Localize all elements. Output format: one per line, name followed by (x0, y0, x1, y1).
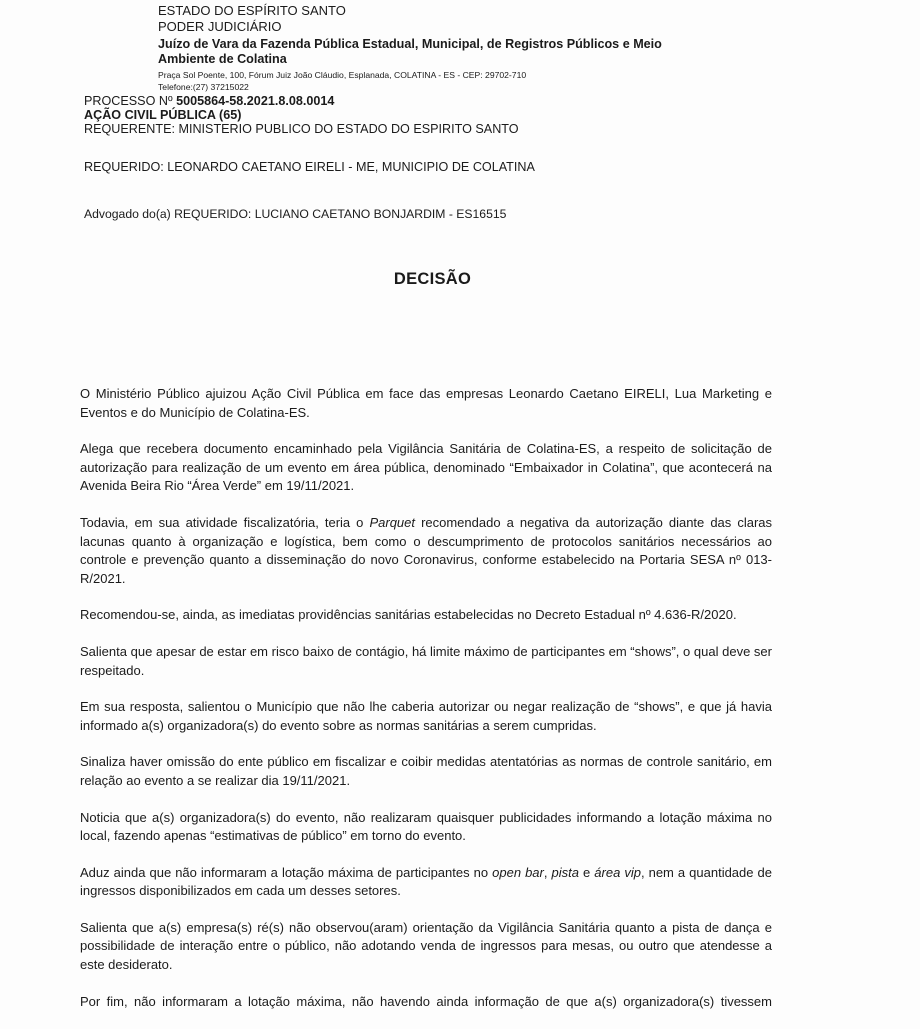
paragraph-9-sep-2: e (578, 864, 595, 880)
court-name-line-2: Ambiente de Colatina (158, 52, 287, 66)
decision-body (80, 385, 772, 1029)
defendant: REQUERIDO: LEONARDO CAETANO EIRELI - ME, MUNICIPIO DE COLATINA (84, 160, 535, 174)
decision-title: DECISÃO (393, 270, 472, 288)
paragraph-7: Sinaliza haver omissão do ente público em fiscalizar e coibir medidas atentatórias as normas de controle sanitário, em relação ao evento a se realizar dia 19/11/2021. (80, 754, 772, 788)
paragraph-11: Por fim, não informaram a lotação máxima, não havendo ainda informação de que a(s) organizadora(s) tivessem (80, 993, 772, 1009)
document-header (158, 3, 858, 93)
process-label: PROCESSO Nº (84, 94, 177, 108)
paragraph-4: Recomendou-se, ainda, as imediatas providências sanitárias estabelecidas no Decreto Estadual nº 4.636-R/2020. (80, 607, 737, 623)
paragraph-9 (80, 864, 772, 901)
paragraph-3 (80, 514, 772, 588)
process-number: 5005864-58.2021.8.08.0014 (176, 94, 335, 108)
court-name (158, 37, 858, 67)
case-info (84, 94, 864, 136)
lawyer: Advogado do(a) REQUERIDO: LUCIANO CAETANO BONJARDIM - ES16515 (84, 207, 507, 221)
paragraph-9-text-b: , nem a quantidade de ingressos disponibilizados em cada um desses setores. (80, 864, 772, 899)
process-line (84, 94, 864, 108)
action-type: AÇÃO CIVIL PÚBLICA (65) (84, 108, 242, 122)
paragraph-10: Salienta que a(s) empresa(s) ré(s) não observou(aram) orientação da Vigilância Sanitária quanto a pista de dança e possibilidade de interação entre o público, não adotando venda de ingressos para mesas, ou outro que atendesse a este desiderato. (80, 919, 772, 973)
court-address: Praça Sol Poente, 100, Fórum Juiz João Cláudio, Esplanada, COLATINA - ES - CEP: 29702-710 (158, 70, 527, 80)
paragraph-9-sep-1: , (543, 864, 552, 880)
area-vip-term: área vip (594, 864, 641, 880)
judiciary-branch: PODER JUDICIÁRIO (158, 19, 282, 34)
plaintiff: REQUERENTE: MINISTERIO PUBLICO DO ESTADO DO ESPIRITO SANTO (84, 122, 519, 136)
paragraph-5: Salienta que apesar de estar em risco baixo de contágio, há limite máximo de participantes em “shows”, o qual deve ser respeitado. (80, 643, 772, 678)
pista-term: pista (551, 864, 579, 880)
paragraph-6: Em sua resposta, salientou o Município que não lhe caberia autorizar ou negar realização de “shows”, e que já havia informado a(s) organizadora(s) do evento sobre as normas sanitárias a serem cumpridas. (80, 699, 772, 733)
court-phone: Telefone:(27) 37215022 (158, 82, 249, 92)
parquet-term: Parquet (369, 514, 416, 530)
paragraph-1: O Ministério Público ajuizou Ação Civil Pública em face das empresas Leonardo Caetano EIRELI, Lua Marketing e Eventos e do Município de Colatina-ES. (80, 386, 772, 420)
state-name: ESTADO DO ESPÍRITO SANTO (158, 3, 346, 18)
paragraph-9-text-a: Aduz ainda que não informaram a lotação máxima de participantes no (80, 864, 493, 880)
paragraph-3-text-b: recomendado a negativa da autorização diante das claras lacunas quanto à organização e logística, bem como o descumprimento de protocolos sanitários necessários ao controle e prevenção quanto a disseminação do novo Coronavirus, conforme estabelecido na Portaria SESA nº 013-R/2021. (80, 514, 772, 586)
paragraph-8: Noticia que a(s) organizadora(s) do evento, não realizaram quaisquer publicidades informando a lotação máxima no local, fazendo apenas “estimativas de público” em torno do evento. (80, 809, 772, 844)
paragraph-3-text-a: Todavia, em sua atividade fiscalizatória, teria o (80, 514, 370, 530)
open-bar-term: open bar (492, 864, 544, 880)
court-name-line-1: Juízo de Vara da Fazenda Pública Estadual, Municipal, de Registros Públicos e Meio (158, 37, 662, 51)
paragraph-2: Alega que recebera documento encaminhado pela Vigilância Sanitária de Colatina-ES, a respeito de solicitação de autorização para realização de um evento em área pública, denominado “Embaixador in Colatina”, que acontecerá na Avenida Beira Rio “Área Verde” em 19/11/2021. (80, 441, 772, 494)
